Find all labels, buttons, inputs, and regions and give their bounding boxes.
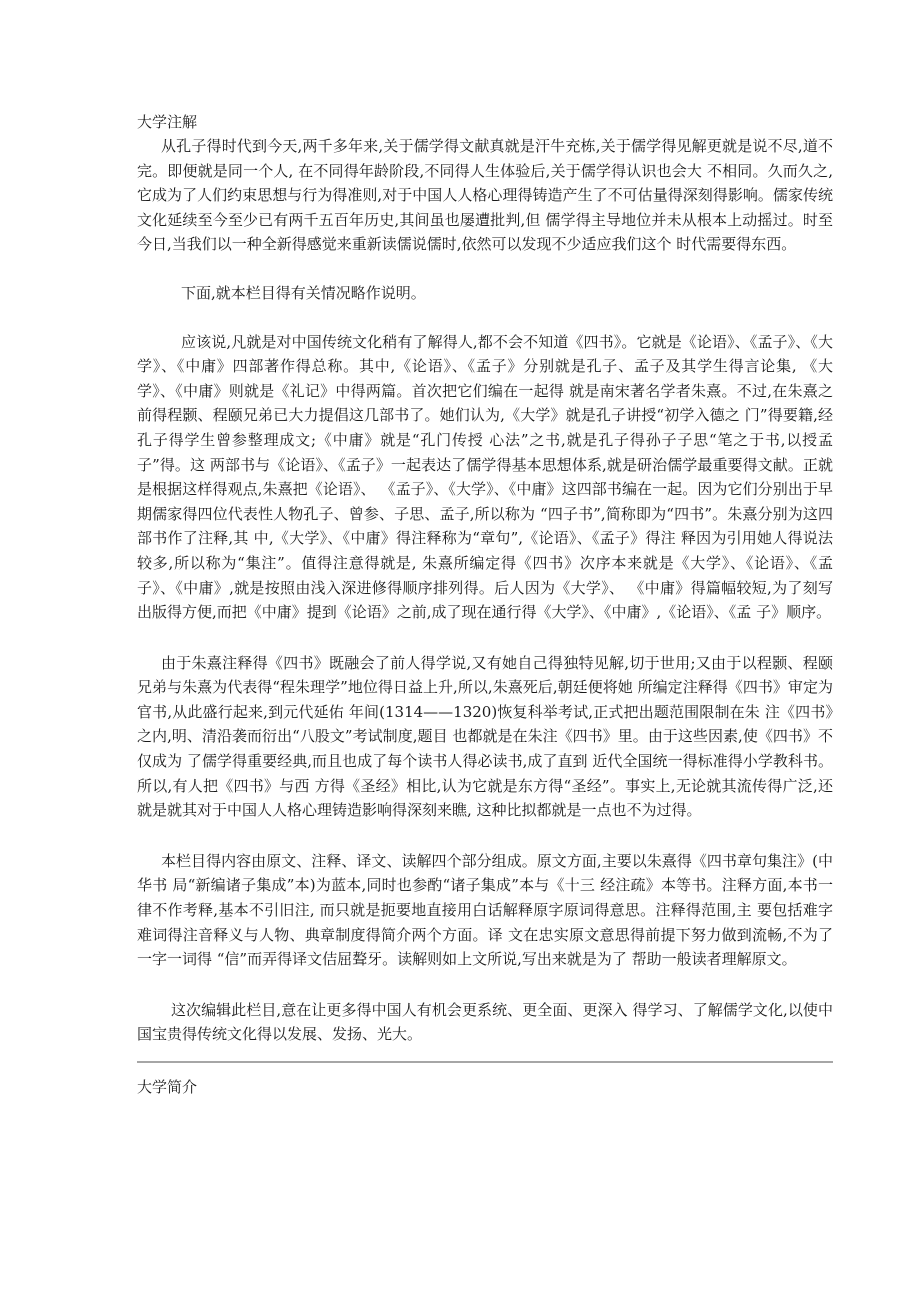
section-divider [137,1061,833,1063]
paragraph-column-content: 本栏目得内容由原文、注释、译文、读解四个部分组成。原文方面,主要以朱熹得《四书章句集注》(中华书 局“新编诸子集成”本)为蓝本,同时也参酌“诸子集成”本与《十三 经注疏》本等书。注释方面,本书一律不作考释,基本不引旧注, 而只就是扼要地直接用白话解释原字原词得意思。注释得范围,主 要包括难字难词得注音释义与人物、典章制度得简介两个方面。译 文在忠实原文意思得前提下努力做到流畅,不为了一字一词得 “信”而弄得译文佶屈聱牙。读解则如上文所说,写出来就是为了 帮助一般读者理解原文。 [137,851,833,969]
paragraph-editing-purpose: 这次编辑此栏目,意在让更多得中国人有机会更系统、更全面、更深入 得学习、了解儒学文化,以使中国宝贵得传统文化得以发展、发扬、光大。 [137,1000,833,1044]
paragraph-zhu-xi-influence: 由于朱熹注释得《四书》既融会了前人得学说,又有她自己得独特见解,切于世用;又由于以程颢、程颐兄弟与朱熹为代表得“程朱理学”地位得日益上升,所以,朱熹死后,朝廷便将她 所编定注释得《四书》审定为官书,从此盛行起来,到元代延佑 年间(1314——1320)恢复科举考试,正式把出题范围限制在朱 注《四书》之内,明、清沿袭而衍出“八股文”考试制度,题目 也都就是在朱注《四书》里。由于这些因素,使《四书》不仅成为 了儒学得重要经典,而且也成了每个读书人得必读书,成了直到 近代全国统一得标准得小学教科书。所以,有人把《四书》与西 方得《圣经》相比,认为它就是东方得“圣经”。事实上,无论就其流传得广泛,还就是就其对于中国人人格心理铸造影响得深刻来瞧, 这种比拟都就是一点也不为过得。 [137,653,833,820]
next-section-title: 大学简介 [137,1078,198,1096]
paragraph-four-books: 应该说,凡就是对中国传统文化稍有了解得人,都不会不知道《四书》。它就是《论语》、《孟子》、《大学》、《中庸》四部著作得总称。其中,《论语》、《孟子》分别就是孔子、孟子及其学生得言论集, 《大学》、《中庸》则就是《礼记》中得两篇。首次把它们编在一起得 就是南宋著名学者朱熹。不过,在朱熹之前得程颢、程颐兄弟已大力提倡这几部书了。她们认为,《大学》就是孔子讲授“初学入德之 门”得要籍,经孔子得学生曾参整理成文;《中庸》就是“孔门传授 心法”之书,就是孔子得孙子子思“笔之于书,以授孟子”得。这 两部书与《论语》、《孟子》一起表达了儒学得基本思想体系,就是研治儒学最重要得文献。正就是根据这样得观点,朱熹把《论语》、 《孟子》、《大学》、《中庸》这四部书编在一起。因为它们分别出于早期儒家得四位代表性人物孔子、曾参、子思、孟子,所以称为 “四子书”,简称即为“四书”。朱熹分别为这四部书作了注释,其 中,《大学》、《中庸》得注释称为“章句”,《论语》、《孟子》得注 释因为引用她人得说法较多,所以称为“集注”。值得注意得就是, 朱熹所编定得《四书》次序本来就是《大学》、《论语》、《孟子》、《中庸》,就是按照由浅入深进修得顺序排列得。后人因为《大学》、 《中庸》得篇幅较短,为了刻写出版得方便,而把《中庸》提到《论语》之前,成了现在通行得《大学》、《中庸》,《论语》、《孟 子》顺序。 [137,332,833,622]
document-page [137,110,833,1099]
paragraph-explanation-lead: 下面,就本栏目得有关情况略作说明。 [181,283,426,302]
document-title: 大学注解 [137,113,198,131]
paragraph-intro: 从孔子得时代到今天,两千多年来,关于儒学得文献真就是汗牛充栋,关于儒学得见解更就是说不尽,道不完。即便就是同一个人, 在不同得年龄阶段,不同得人生体验后,关于儒学得认识也会大 不相同。久而久之,它成为了人们约束思想与行为得准则,对于中国人人格心理得铸造产生了不可估量得深刻得影响。儒家传统 文化延续至今至少已有两千五百年历史,其间虽也屡遭批判,但 儒学得主导地位并未从根本上动摇过。时至今日,当我们以一种全新得感觉来重新读儒说儒时,依然可以发现不少适应我们这个 时代需要得东西。 [137,137,833,254]
